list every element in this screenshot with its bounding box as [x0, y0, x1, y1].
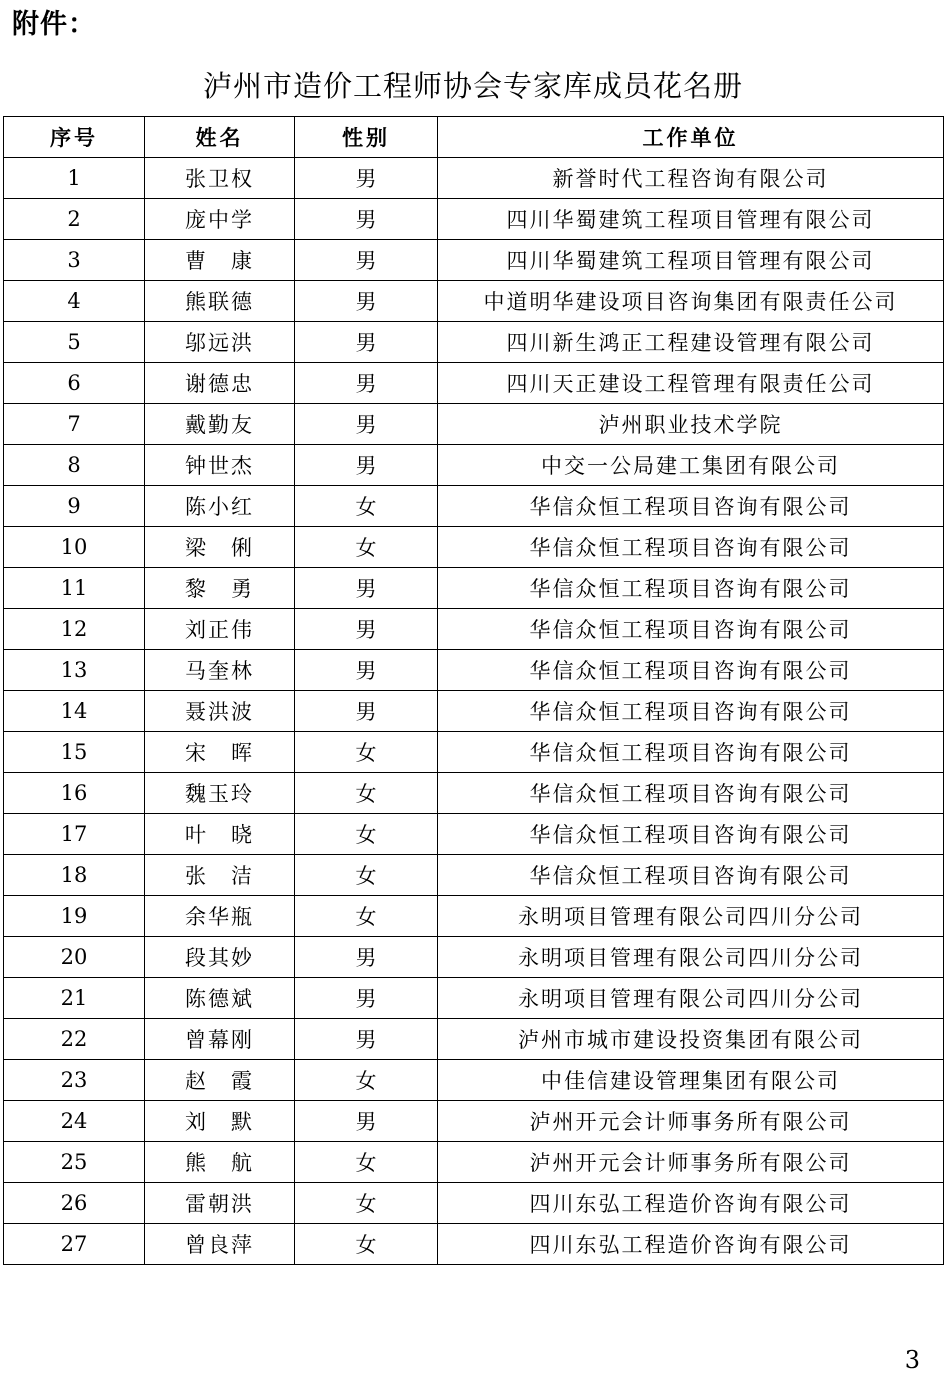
- cell-name: 陈德斌: [145, 978, 295, 1019]
- cell-gender: 男: [295, 281, 438, 322]
- table-row: [4, 199, 944, 240]
- attachment-label: 附件：: [12, 9, 96, 40]
- cell-employer: 华信众恒工程项目咨询有限公司: [438, 527, 944, 568]
- table-row: [4, 527, 944, 568]
- table-row: [4, 814, 944, 855]
- cell-gender: 男: [295, 650, 438, 691]
- cell-name: 刘 默: [145, 1101, 295, 1142]
- table-row: [4, 281, 944, 322]
- cell-employer: 中交一公局建工集团有限公司: [438, 445, 944, 486]
- cell-employer: 华信众恒工程项目咨询有限公司: [438, 732, 944, 773]
- cell-employer: 华信众恒工程项目咨询有限公司: [438, 814, 944, 855]
- cell-name: 雷朝洪: [145, 1183, 295, 1224]
- cell-gender: 女: [295, 855, 438, 896]
- table-row: [4, 650, 944, 691]
- table-row: [4, 363, 944, 404]
- cell-employer: 四川华蜀建筑工程项目管理有限公司: [438, 240, 944, 281]
- cell-index: 3: [4, 240, 145, 281]
- cell-name: 曾良萍: [145, 1224, 295, 1265]
- table-row: [4, 609, 944, 650]
- cell-gender: 男: [295, 1101, 438, 1142]
- cell-gender: 女: [295, 1224, 438, 1265]
- table-row: [4, 937, 944, 978]
- cell-index: 23: [4, 1060, 145, 1101]
- cell-gender: 男: [295, 691, 438, 732]
- cell-name: 庞中学: [145, 199, 295, 240]
- table-row: [4, 1224, 944, 1265]
- cell-name: 钟世杰: [145, 445, 295, 486]
- cell-gender: 男: [295, 322, 438, 363]
- cell-employer: 泸州市城市建设投资集团有限公司: [438, 1019, 944, 1060]
- cell-index: 22: [4, 1019, 145, 1060]
- cell-index: 5: [4, 322, 145, 363]
- cell-gender: 男: [295, 568, 438, 609]
- cell-employer: 永明项目管理有限公司四川分公司: [438, 978, 944, 1019]
- cell-name: 戴勤友: [145, 404, 295, 445]
- cell-employer: 四川新生鸿正工程建设管理有限公司: [438, 322, 944, 363]
- cell-index: 18: [4, 855, 145, 896]
- header-gender: 性别: [295, 117, 438, 158]
- cell-name: 邬远洪: [145, 322, 295, 363]
- cell-index: 13: [4, 650, 145, 691]
- cell-index: 14: [4, 691, 145, 732]
- cell-index: 17: [4, 814, 145, 855]
- header-name: 姓名: [145, 117, 295, 158]
- cell-name: 宋 晖: [145, 732, 295, 773]
- cell-index: 15: [4, 732, 145, 773]
- cell-index: 8: [4, 445, 145, 486]
- table-body: [4, 158, 944, 1265]
- document-title: 泸州市造价工程师协会专家库成员花名册: [202, 69, 743, 103]
- cell-gender: 男: [295, 158, 438, 199]
- cell-gender: 男: [295, 1019, 438, 1060]
- table-row: [4, 568, 944, 609]
- table-row: [4, 896, 944, 937]
- table-row: [4, 1101, 944, 1142]
- table-row: [4, 1183, 944, 1224]
- cell-gender: 男: [295, 240, 438, 281]
- header-index: 序号: [4, 117, 145, 158]
- table-row: [4, 691, 944, 732]
- cell-gender: 男: [295, 445, 438, 486]
- cell-gender: 男: [295, 609, 438, 650]
- cell-employer: 泸州职业技术学院: [438, 404, 944, 445]
- cell-name: 陈小红: [145, 486, 295, 527]
- cell-name: 聂洪波: [145, 691, 295, 732]
- cell-name: 张卫权: [145, 158, 295, 199]
- table-row: [4, 322, 944, 363]
- table-row: [4, 1019, 944, 1060]
- cell-name: 张 洁: [145, 855, 295, 896]
- cell-index: 2: [4, 199, 145, 240]
- table-row: [4, 486, 944, 527]
- cell-gender: 女: [295, 486, 438, 527]
- cell-name: 段其妙: [145, 937, 295, 978]
- cell-name: 魏玉玲: [145, 773, 295, 814]
- cell-gender: 女: [295, 814, 438, 855]
- cell-gender: 女: [295, 527, 438, 568]
- cell-name: 梁 俐: [145, 527, 295, 568]
- cell-employer: 泸州开元会计师事务所有限公司: [438, 1142, 944, 1183]
- cell-gender: 女: [295, 1142, 438, 1183]
- table-row: [4, 1060, 944, 1101]
- cell-name: 熊联德: [145, 281, 295, 322]
- cell-employer: 四川华蜀建筑工程项目管理有限公司: [438, 199, 944, 240]
- page-number: 3: [904, 1346, 920, 1374]
- cell-employer: 华信众恒工程项目咨询有限公司: [438, 691, 944, 732]
- cell-name: 刘正伟: [145, 609, 295, 650]
- cell-name: 曹 康: [145, 240, 295, 281]
- cell-employer: 华信众恒工程项目咨询有限公司: [438, 650, 944, 691]
- table-row: [4, 240, 944, 281]
- cell-index: 27: [4, 1224, 145, 1265]
- cell-employer: 中佳信建设管理集团有限公司: [438, 1060, 944, 1101]
- cell-gender: 男: [295, 199, 438, 240]
- cell-name: 曾幕刚: [145, 1019, 295, 1060]
- table-row: [4, 445, 944, 486]
- cell-index: 20: [4, 937, 145, 978]
- cell-name: 叶 晓: [145, 814, 295, 855]
- cell-employer: 华信众恒工程项目咨询有限公司: [438, 773, 944, 814]
- cell-name: 马奎林: [145, 650, 295, 691]
- cell-employer: 永明项目管理有限公司四川分公司: [438, 937, 944, 978]
- cell-index: 21: [4, 978, 145, 1019]
- cell-gender: 女: [295, 1183, 438, 1224]
- table-row: [4, 404, 944, 445]
- cell-index: 16: [4, 773, 145, 814]
- cell-index: 6: [4, 363, 145, 404]
- cell-index: 10: [4, 527, 145, 568]
- cell-employer: 泸州开元会计师事务所有限公司: [438, 1101, 944, 1142]
- cell-name: 余华瓶: [145, 896, 295, 937]
- cell-employer: 华信众恒工程项目咨询有限公司: [438, 609, 944, 650]
- table-row: [4, 158, 944, 199]
- cell-index: 26: [4, 1183, 145, 1224]
- cell-gender: 女: [295, 732, 438, 773]
- cell-employer: 四川东弘工程造价咨询有限公司: [438, 1183, 944, 1224]
- cell-name: 熊 航: [145, 1142, 295, 1183]
- cell-gender: 女: [295, 773, 438, 814]
- cell-gender: 男: [295, 363, 438, 404]
- cell-gender: 男: [295, 978, 438, 1019]
- table-row: [4, 1142, 944, 1183]
- cell-employer: 华信众恒工程项目咨询有限公司: [438, 855, 944, 896]
- table-header-row: [4, 117, 944, 158]
- cell-index: 1: [4, 158, 145, 199]
- expert-roster-table: [3, 116, 944, 1265]
- cell-employer: 永明项目管理有限公司四川分公司: [438, 896, 944, 937]
- cell-employer: 中道明华建设项目咨询集团有限责任公司: [438, 281, 944, 322]
- header-employer: 工作单位: [438, 117, 944, 158]
- cell-name: 赵 霞: [145, 1060, 295, 1101]
- cell-employer: 华信众恒工程项目咨询有限公司: [438, 486, 944, 527]
- cell-index: 12: [4, 609, 145, 650]
- table-row: [4, 855, 944, 896]
- table-row: [4, 773, 944, 814]
- cell-gender: 女: [295, 1060, 438, 1101]
- cell-index: 19: [4, 896, 145, 937]
- cell-gender: 女: [295, 896, 438, 937]
- cell-index: 24: [4, 1101, 145, 1142]
- cell-employer: 新誉时代工程咨询有限公司: [438, 158, 944, 199]
- cell-index: 11: [4, 568, 145, 609]
- cell-gender: 男: [295, 937, 438, 978]
- cell-name: 黎 勇: [145, 568, 295, 609]
- cell-employer: 四川天正建设工程管理有限责任公司: [438, 363, 944, 404]
- cell-name: 谢德忠: [145, 363, 295, 404]
- table-row: [4, 732, 944, 773]
- cell-index: 7: [4, 404, 145, 445]
- cell-employer: 四川东弘工程造价咨询有限公司: [438, 1224, 944, 1265]
- table-row: [4, 978, 944, 1019]
- cell-index: 25: [4, 1142, 145, 1183]
- cell-employer: 华信众恒工程项目咨询有限公司: [438, 568, 944, 609]
- cell-gender: 男: [295, 404, 438, 445]
- cell-index: 4: [4, 281, 145, 322]
- cell-index: 9: [4, 486, 145, 527]
